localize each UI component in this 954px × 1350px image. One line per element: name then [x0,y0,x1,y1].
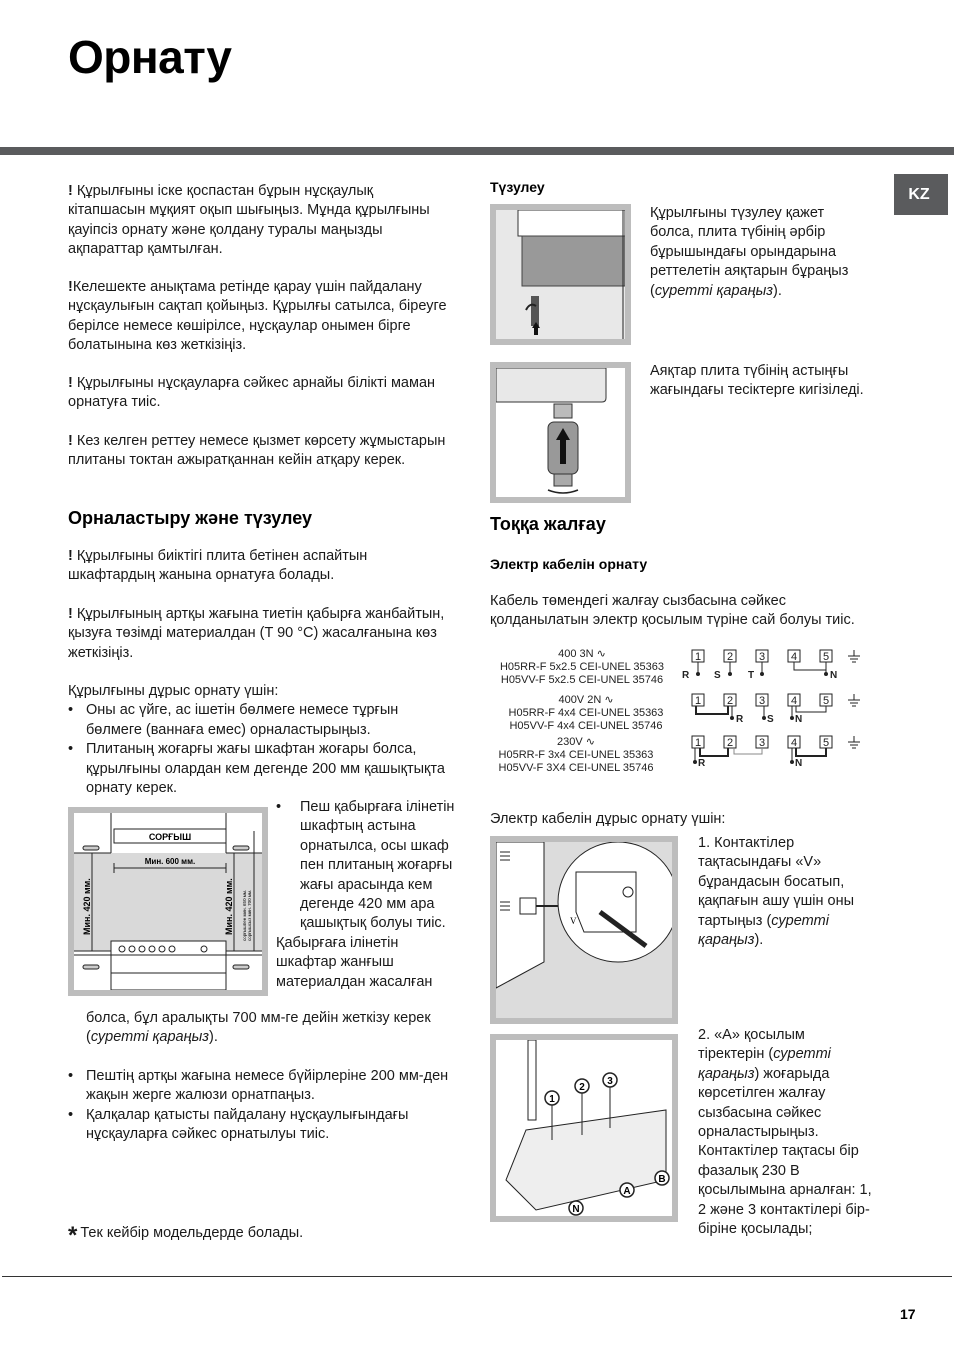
svg-text:3: 3 [759,737,766,749]
cable-install-heading: Электр кабелін орнату [490,556,648,572]
svg-text:V: V [570,916,577,926]
svg-text:N: N [795,714,803,725]
svg-text:3: 3 [607,1076,613,1087]
wiring-400-3n: 400 3N ∿ H05RR-F 5x2.5 CEI-UNEL 35363 H05VV-F 5x2.5 CEI-UNEL 35746 [499,648,665,686]
svg-text:1: 1 [549,1094,555,1105]
svg-text:Мин. 420 мм.: Мин. 420 мм. [224,878,234,935]
svg-text:5: 5 [823,695,830,707]
terminal-block-svg [680,648,878,778]
terminal-block-image [490,1034,678,1222]
cabinet-clearance-diagram [68,807,268,996]
bullet-clearance: • Плитаның жоғарғы жағы шкафтан жоғары болса, құрылғыны олардан кем дегенде 200 мм қашықтықта орнату керек. [68,740,453,798]
svg-text:2: 2 [727,651,734,663]
svg-text:2: 2 [579,1082,585,1093]
warning-qualified-installer: ! Құрылғыны нұсқауларға сәйкес арнайы білікті маман орнатуға тиіс. [68,375,436,411]
svg-text:4: 4 [791,651,798,663]
bullet-partitions: • Қалқалар қатысты пайдалану нұсқаулығындағы нұсқауларға сәйкес орнатылуы тиіс. [68,1106,453,1145]
warning-keep-manual: !Келешекте анықтама ретінде қарау үшін пайдалану нұсқаулығын сақтап қойыңыз. Құрылғы сатылса, біреуге берілсе немесе көшірілсе, нұсқаулар онымен бірге болатынына көз жеткізіңіз. [68,279,447,354]
svg-text:5: 5 [823,737,830,749]
leveling-heading: Түзулеу [490,179,545,195]
warning-disconnect-power: ! Кез келген реттеу немесе қызмет көрсету жұмыстарын плитаны токтан ажыратқаннан кейін атқару керек. [68,433,446,469]
svg-text:B: B [658,1174,666,1185]
placement-extra-bullets [68,1067,453,1145]
step1-text: 1. Контактілер тақтасындағы «V» бұрандасын босатып, қақпағын ашу үшін оны тартыңыз (суретті қараңыз). [698,835,855,949]
svg-text:N: N [795,758,803,769]
svg-text:3: 3 [759,651,766,663]
svg-text:1: 1 [695,737,702,749]
header-divider-bar [0,147,954,155]
leveling-text: Құрылғыны түзулеу қажет болса, плита түбінің әрбір бұрышындағы орындарына реттелетін аяқтарын бұраңыз (суретті қараңыз). [650,205,849,299]
bullet-room: • Оны ас үйге, ас ішетін бөлмеге немесе тұрғын бөлмеге (ваннаға емес) орналастырыңыз. [68,701,453,740]
feet-text: Аяқтар плита түбінің астыңғы жағындағы тесіктерге кигізіледі. [650,363,864,399]
svg-text:сорғышпен мин. 650 мм.: сорғышпен мин. 650 мм. [242,889,247,941]
svg-text:A: A [623,1186,631,1197]
cable-text: Кабель төмендегі жалғау сызбасына сәйкес қолданылатын электр қосылым түріне сай болуы тиіс. [490,593,855,629]
wall-cabinet-note: • Пеш қабырғаға ілінетін шкафтың астына орнатылса, осы шкаф пен плитаның жоғарғы жағы арасында кем дегенде 420 мм ара қашықтық болуы тиіс. Қабырғаға ілінетін шкафтар жанғыш материалдан жасалған [276,798,456,992]
leveling-image [490,204,631,345]
svg-text:2: 2 [727,695,734,707]
steps-intro: Электр кабелін дұрыс орнату үшін: [490,811,726,827]
bullet-louvres: • Пештің артқы жағына немесе бүйірлеріне 200 мм-ден жақын жерге жалюзи орнатпаңыз. [68,1067,453,1106]
svg-text:T: T [748,670,755,681]
svg-text:сорғышсыз мин. 700 мм.: сорғышсыз мин. 700 мм. [247,889,252,941]
wall-cabinet-note-cont: болса, бұл аралықты 700 мм-ге дейін жеткізу керек (суретті қараңыз). [86,1010,431,1046]
terminal-cover-image [490,836,678,1024]
svg-text:Мин. 420 мм.: Мин. 420 мм. [82,878,92,935]
svg-text:1: 1 [695,695,702,707]
page-number: 17 [900,1306,916,1322]
svg-text:R: R [736,714,744,725]
wiring-diagram [488,648,878,778]
svg-text:5: 5 [823,651,830,663]
svg-text:1: 1 [695,651,702,663]
svg-text:N: N [572,1204,580,1215]
svg-text:2: 2 [727,737,734,749]
warning-read-manual: ! Құрылғыны іске қоспастан бұрын нұсқаулық кітапшасын мұқият оқып шығыңыз. Мұнда құрылғыны қауіпсіз орнату және қолдану туралы маңызды ақпараттар қамтылған. [68,183,430,258]
svg-text:S: S [714,670,721,681]
warning-cabinet-height: ! Құрылғыны биіктігі плита бетінен аспайтын шкафтардың жанына орнатуға болады. [68,548,368,584]
svg-text:СОРҒЫШ: СОРҒЫШ [148,832,192,842]
wiring-400v-2n: 400V 2N ∿ H05RR-F 4x4 CEI-UNEL 35363 H05VV-F 4x4 CEI-UNEL 35746 [508,694,664,732]
svg-text:R: R [698,758,706,769]
warning-heat-resistant-wall: ! Құрылғының артқы жағына тиетін қабырға жанбайтын, қызуға төзімді материалдан (T 90 °C) жасалғанына көз жеткізіңіз. [68,606,445,661]
svg-text:4: 4 [791,737,798,749]
svg-text:R: R [682,670,690,681]
page-title: Орнату [68,31,232,83]
footnote: * Тек кейбір модельдерде болады. [68,1222,304,1249]
adjustable-foot-image [490,362,631,503]
step2-text: 2. «A» қосылым тіректерін (суретті қараңыз) жоғарыда көрсетілген жалғау сызбасына сәйкес орналастырыңыз. Контактілер тақтасы бір фазалық 230 В қосылымына арналған: 1, 2 және 3 контактілері бір-біріне қосылады; [698,1027,872,1238]
language-badge: KZ [894,174,948,215]
svg-text:S: S [767,714,774,725]
power-connection-heading: Тоққа жалғау [490,514,606,534]
svg-text:4: 4 [791,695,798,707]
cabinet-diagram-svg [74,813,262,990]
section-heading-placement: Орналастыру және түзулеу [68,508,313,528]
svg-text:Мин. 600 мм.: Мин. 600 мм. [144,857,196,866]
wiring-230v: 230V ∿ H05RR-F 3x4 CEI-UNEL 35363 H05VV-F 3X4 CEI-UNEL 35746 [498,736,654,774]
placement-instructions: Құрылғыны дұрыс орнату үшін: • Оны ас үйге, ас ішетін бөлмеге немесе тұрғын бөлмеге (ваннаға емес) орналастырыңыз. • Плитаның жоғарғы жағы шкафтан жоғары болса, құрылғыны олардан кем дегенде 200 мм қашықтықта орнату керек. [68,682,453,798]
svg-text:3: 3 [759,695,766,707]
svg-text:N: N [830,670,838,681]
footer-divider [2,1276,952,1277]
